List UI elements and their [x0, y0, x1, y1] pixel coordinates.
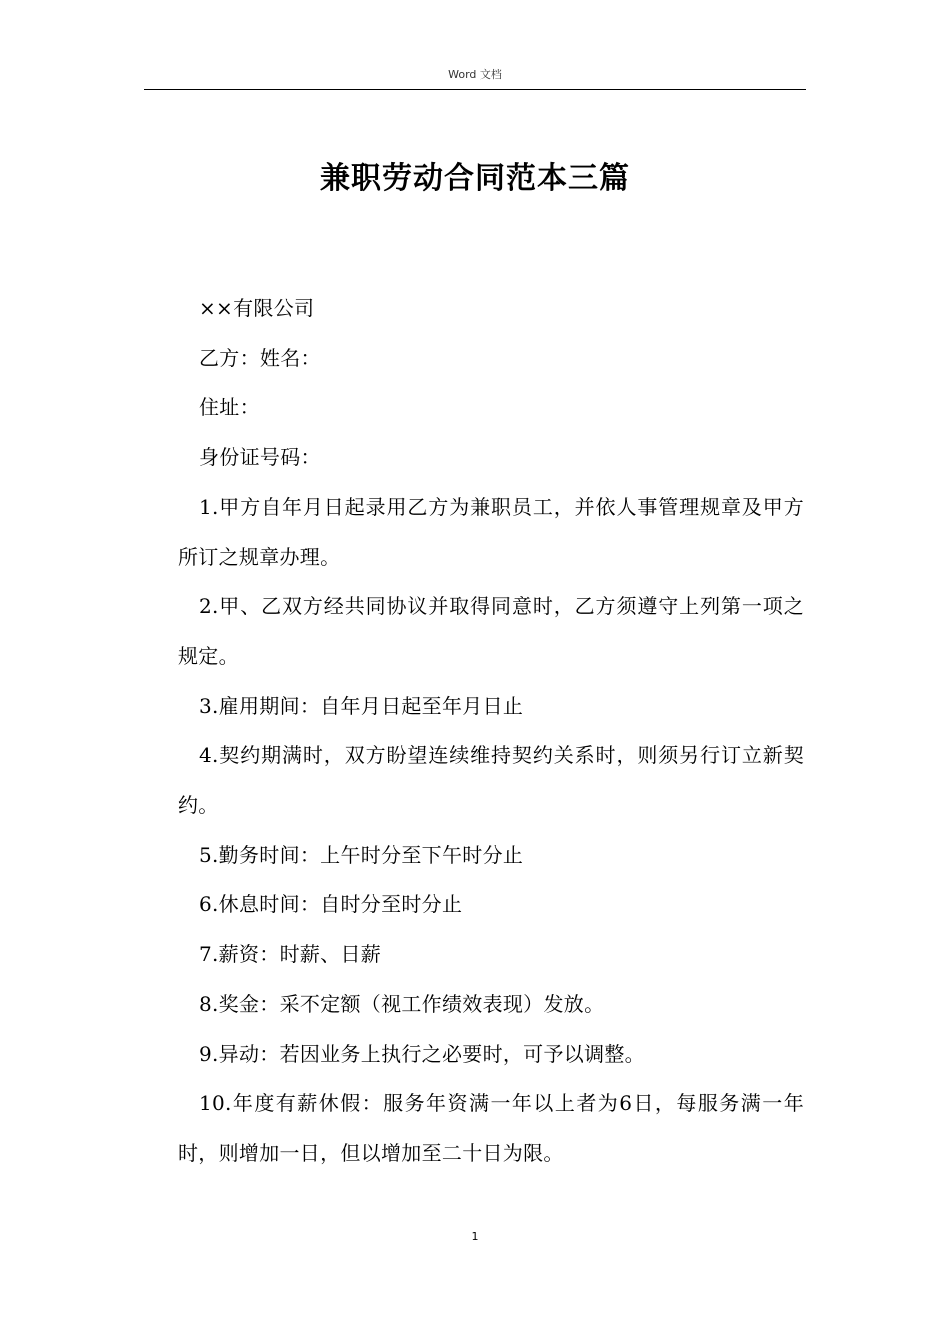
header-label: Word 文档: [448, 68, 502, 81]
document-title: 兼职劳动合同范本三篇: [320, 161, 630, 196]
paragraph-address: 住址：: [199, 395, 260, 420]
clause-7: 7.薪资：时薪、日薪: [199, 942, 382, 967]
clause-8: 8.奖金：采不定额（视工作绩效表现）发放。: [199, 991, 605, 1016]
paragraph-party-b-name: 乙方：姓名：: [199, 345, 321, 370]
clause-2: 2.甲、乙双方经共同协议并取得同意时，乙方须遵守上列第一项之规定。: [178, 594, 804, 668]
page-header: [144, 68, 806, 90]
document-body: [178, 284, 804, 1179]
clause-1: 1.甲方自年月日起录用乙方为兼职员工，并依人事管理规章及甲方所订之规章办理。: [178, 494, 804, 569]
clause-6: 6.休息时间：自时分至时分止: [199, 892, 463, 917]
clause-9: 9.异动：若因业务上执行之必要时，可予以调整。: [199, 1041, 645, 1066]
clause-10: 10.年度有薪休假：服务年资满一年以上者为6日，每服务满一年时，则增加一日，但以增加至二十日为限。: [178, 1091, 804, 1165]
paragraph-id-number: 身份证号码：: [199, 445, 321, 470]
page-number: 1: [471, 1230, 479, 1243]
clause-3: 3.雇用期间：自年月日起至年月日止: [199, 693, 524, 718]
clause-4: 4.契约期满时，双方盼望连续维持契约关系时，则须另行订立新契约。: [178, 743, 804, 818]
clause-5: 5.勤务时间：上午时分至下午时分止: [199, 842, 524, 867]
paragraph-company: ××有限公司: [199, 296, 315, 320]
